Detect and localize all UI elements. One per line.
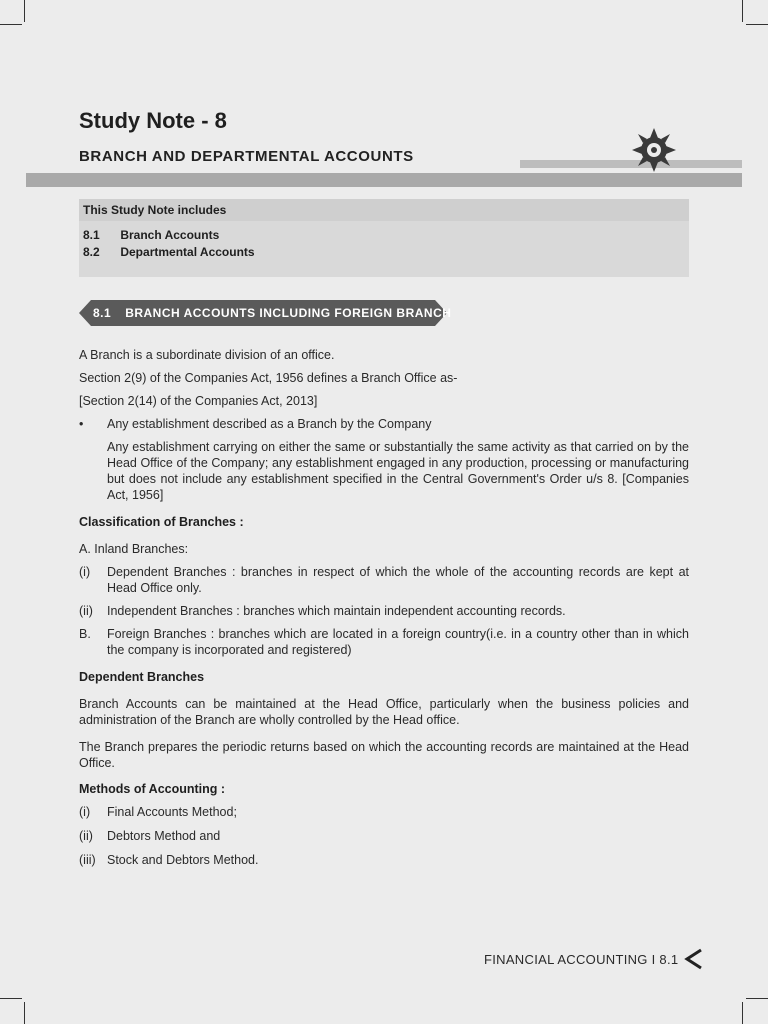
item-text: Foreign Branches : branches which are located in a foreign country(i.e. in a country other than in which the company is incorporated and registered) bbox=[107, 627, 689, 657]
methods-heading: Methods of Accounting : bbox=[79, 782, 226, 796]
section-number: 8.1 bbox=[93, 306, 112, 320]
bullet-text: Any establishment described as a Branch by the Company bbox=[107, 417, 432, 431]
dependent-branches-heading: Dependent Branches bbox=[79, 670, 205, 684]
item-label: (i) bbox=[79, 565, 91, 579]
item-label: B. bbox=[79, 627, 91, 641]
includes-item[interactable] bbox=[79, 221, 689, 243]
paragraph: Branch Accounts can be maintained at the Head Office, particularly when the business policies and administration of the Branch are wholly controlled by the Head office. bbox=[79, 697, 689, 727]
crop-mark bbox=[0, 24, 22, 25]
includes-item[interactable] bbox=[79, 243, 689, 265]
crop-mark bbox=[742, 0, 743, 22]
bullet-detail-text: Any establishment carrying on either the same or substantially the same activity as that carried on by the Head Office of the Company; any establishment engaged in any production, processing or manufacturing but does not include any establishment specified in the Central Government's Order u/s 8. [Companies Act, 1956] bbox=[107, 440, 689, 502]
includes-item-label: Branch Accounts bbox=[120, 228, 220, 242]
crop-mark bbox=[742, 1002, 743, 1024]
crop-mark bbox=[0, 998, 22, 999]
crop-mark bbox=[746, 998, 768, 999]
chevron-left-icon bbox=[683, 948, 703, 970]
page-title: Study Note - 8 bbox=[79, 108, 227, 133]
item-text: Dependent Branches : branches in respect of which the whole of the accounting records are kept at Head Office only. bbox=[107, 565, 689, 595]
page-footer: FINANCIAL ACCOUNTING I 8.1 bbox=[484, 952, 679, 967]
paragraph: A Branch is a subordinate division of an office. bbox=[79, 348, 335, 362]
header-band bbox=[26, 173, 742, 187]
includes-heading: This Study Note includes bbox=[79, 199, 689, 221]
study-note-includes-box bbox=[79, 199, 689, 277]
item-label: (i) bbox=[79, 805, 91, 819]
section-heading bbox=[93, 306, 451, 320]
item-text: Final Accounts Method; bbox=[107, 805, 237, 819]
item-text: Stock and Debtors Method. bbox=[107, 853, 259, 867]
includes-item-label: Departmental Accounts bbox=[120, 245, 255, 259]
item-label: (ii) bbox=[79, 829, 93, 843]
bullet-marker: • bbox=[79, 417, 84, 431]
classification-heading: Classification of Branches : bbox=[79, 515, 244, 529]
gear-icon bbox=[630, 126, 678, 174]
paragraph: The Branch prepares the periodic returns based on which the accounting records are maintained at the Head Office. bbox=[79, 740, 689, 770]
item-text: Debtors Method and bbox=[107, 829, 221, 843]
crop-mark bbox=[24, 1002, 25, 1024]
page-subtitle: BRANCH AND DEPARTMENTAL ACCOUNTS bbox=[79, 148, 414, 165]
includes-item-number: 8.1 bbox=[83, 228, 100, 242]
paragraph: Section 2(9) of the Companies Act, 1956 defines a Branch Office as- bbox=[79, 371, 458, 385]
crop-mark bbox=[746, 24, 768, 25]
item-label: (ii) bbox=[79, 604, 93, 618]
section-title: BRANCH ACCOUNTS INCLUDING FOREIGN BRANCH bbox=[125, 306, 452, 320]
includes-item-number: 8.2 bbox=[83, 245, 100, 259]
paragraph: [Section 2(14) of the Companies Act, 2013] bbox=[79, 394, 318, 408]
item-text: Independent Branches : branches which maintain independent accounting records. bbox=[107, 604, 566, 618]
inland-branches: A. Inland Branches: bbox=[79, 542, 189, 556]
item-label: (iii) bbox=[79, 853, 96, 867]
crop-mark bbox=[24, 0, 25, 22]
